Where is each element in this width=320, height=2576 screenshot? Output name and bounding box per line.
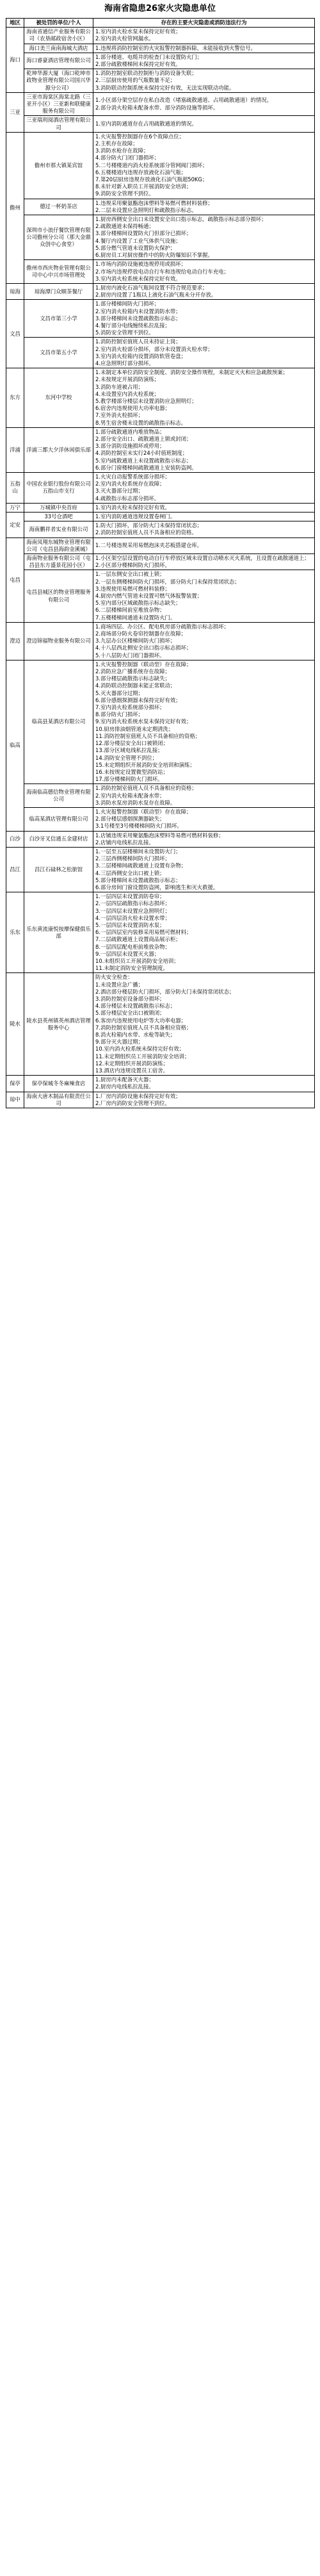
- issue-item: 6.部分房间门窗设置防盗网，影响逃生和灭火救援。: [95, 883, 219, 890]
- issue-item: 6.一层四层室内装修采用易燃可燃材料；: [95, 929, 192, 936]
- issue-item: 16.未按规定设置微型消防站；: [95, 768, 168, 775]
- issues-cell: [93, 260, 315, 284]
- issue-item: 2.酒店部分楼层防火门损坏，部分防火门未保持常闭状态；: [95, 988, 235, 995]
- issue-item: 5.部分楼梯间未设置疏散指示标志；: [95, 876, 181, 883]
- table-row: [6, 831, 315, 847]
- issue-item: 4.三层西侧安全出口被上锁；: [95, 869, 165, 876]
- issue-item: 8.男生宿舍楼未设置的疏散指示标志。: [95, 419, 186, 426]
- issue-item: 13.酒店内违规设置员工宿舍。: [95, 1067, 168, 1074]
- issue-item: 5.灭火器部分过期；: [95, 689, 143, 696]
- area-cell: 保亭: [6, 1076, 24, 1092]
- issue-item: 1.火灾报警控制器存在6个故障点位；: [95, 133, 184, 140]
- unit-cell: 海南凤翔东城物业管理有限公司（屯昌县海韵金溪城）: [24, 537, 93, 554]
- table-row: [6, 537, 315, 554]
- table-row: [6, 554, 315, 570]
- area-cell: 定安: [6, 513, 24, 538]
- issue-item: 5.部分楼层安全出口被锁闭；: [95, 1010, 165, 1017]
- issue-item: 1.火灾自动报警系统部分损坏；: [95, 473, 170, 480]
- issues-cell: [93, 53, 315, 69]
- issue-item: 2.主机存在故障；: [95, 140, 138, 147]
- issue-item: 11.未定期组织员工开展消防安全培训；: [95, 1053, 190, 1060]
- issue-item: 1.一层至五层楼梯间未设置防火门；: [95, 848, 181, 855]
- table-row: [6, 503, 315, 512]
- table-row: [6, 283, 315, 299]
- issues-cell: [93, 69, 315, 93]
- issue-item: 3.九层办公区楼梯间防火门损坏；: [95, 637, 176, 644]
- issues-cell: [93, 28, 315, 44]
- issue-item: 1.室内消火栓未保持完好有效。: [95, 504, 170, 511]
- issue-item: 2.厨房内设置了1瓶以上液化石油气瓶未分开存放。: [95, 291, 217, 299]
- issue-item: 4.十八层西北侧安全出口指示标志损坏；: [95, 644, 192, 652]
- issue-item: 6.宿舍内违规使用大功率电器；: [95, 405, 170, 412]
- issue-item: 1.室内消防通道违规设置卷闸门。: [95, 513, 176, 520]
- issue-item: 3.消防控制室设备部分损坏；: [95, 996, 165, 1002]
- issue-item: 12.部分楼层安全出口被锁闭；: [95, 740, 168, 747]
- issue-item: 1.市场内消防设施被违规停用或损坏；: [95, 261, 186, 268]
- issue-item: 1.未设置应急广播；: [95, 981, 143, 988]
- issue-item: 3.违规使用易燃可燃材料装修；: [95, 585, 170, 592]
- issues-cell: [93, 847, 315, 892]
- area-cell: 白沙: [6, 831, 24, 847]
- issue-item: 2.室内消火栓部分损坏，部分未设置消火栓水带；: [95, 345, 213, 352]
- issue-item: 17.部分楼梯间防火门损坏。: [95, 776, 163, 783]
- table-row: [6, 521, 315, 537]
- area-cell: 乐东: [6, 892, 24, 973]
- issue-item: 2.一层东侧楼梯间防火门损坏，部分防火门未保持常闭状态；: [95, 578, 240, 585]
- issues-cell: [93, 973, 315, 1076]
- table-row: [6, 260, 315, 284]
- unit-cell: 三亚市海棠区海棠北路（三亚开小区）三亚新和联健康服务有限公司: [24, 92, 93, 116]
- area-cell: 屯昌: [6, 537, 24, 622]
- issue-item: 2.未按规定开展消防演练；: [95, 376, 160, 383]
- issue-item: 2.消防控制室值班人员不具备相应的资格。: [95, 529, 197, 536]
- issues-cell: [93, 521, 315, 537]
- unit-cell: 洋浦三都大夕洋休闲俱乐部: [24, 427, 93, 472]
- table-row: [6, 368, 315, 428]
- unit-cell: 海南省通信产业服务有限公司（农垦邮政宿舍小区）: [24, 28, 93, 44]
- issue-item: 4.疏散指示标志部分损坏。: [95, 495, 160, 502]
- issue-item: 1.违规将消防控制室的火灾报警控制器拆除，未能接收到火警信号。: [95, 44, 256, 51]
- table-row: [6, 215, 315, 260]
- issue-item: 2.消防应急广播系统存在故障；: [95, 668, 170, 675]
- table-row: [6, 300, 315, 338]
- issue-item: 2.厨房内电线私拉乱接。: [95, 1083, 154, 1090]
- issue-item: 4.消防控制室未实行24小时值班制度；: [95, 450, 188, 457]
- issue-item: 10.厨房排油烟管道未定期清洗；: [95, 725, 174, 732]
- issue-item: 8.消火栓箱内水带、水枪等缺失；: [95, 1031, 176, 1038]
- unit-cell: 海南物业服务有限公司（屯昌县东方盛景花园小区）: [24, 554, 93, 570]
- area-cell: 三亚: [6, 92, 24, 132]
- issues-cell: [93, 427, 315, 472]
- area-cell: 澄迈: [6, 622, 24, 660]
- issue-item: 7.五楼楼梯间通道未设置防火门。: [95, 614, 176, 621]
- table-header-row: [6, 19, 315, 28]
- issues-cell: [93, 807, 315, 831]
- table-row: [6, 892, 315, 973]
- issues-cell: [93, 892, 315, 973]
- issue-item: 1.部分楼梯间防火门损坏；: [95, 300, 160, 308]
- issue-item: 1.厨房内未配备灭火器；: [95, 1076, 154, 1083]
- issue-item: 9.部分灭火器过期；: [95, 1038, 143, 1046]
- table-row: [6, 847, 315, 892]
- unit-cell: 澄迈锦福物业服务有限公司: [24, 622, 93, 660]
- table-row: [6, 807, 315, 831]
- table-row: [6, 28, 315, 44]
- area-cell: 陵水: [6, 973, 24, 1076]
- table-row: [6, 472, 315, 503]
- issue-item: 5.二号楼楼道内消火栓系统部分管网阀门损坏；: [95, 161, 208, 168]
- issues-cell: [93, 513, 315, 521]
- issue-item: 5.室内部分区域疏散指示标志缺失；: [95, 600, 181, 607]
- area-cell: 洋浦: [6, 427, 24, 472]
- issue-item: 2.部分安全出口、疏散通道上锁或封闭；: [95, 435, 192, 442]
- issues-cell: [93, 116, 315, 132]
- issues-cell: [93, 472, 315, 503]
- table-body: [6, 28, 315, 1108]
- issue-item: 2.室内消火栓管网漏水。: [95, 35, 154, 42]
- issues-cell: [93, 570, 315, 622]
- issue-item: 2.室内消火栓系统存在故障；: [95, 480, 165, 488]
- issue-item: 1.部分楼道、电缆井的检查门未设置防火门；: [95, 53, 203, 60]
- issues-cell: [93, 338, 315, 368]
- issue-item: 5.部分燃气管道未设置防火保护；: [95, 244, 176, 251]
- hazard-table: [6, 18, 315, 1108]
- issue-item: 11.消防控制室值班人员不具备相应的资格；: [95, 732, 201, 739]
- issue-item: 6.部分门窗楼梯间疏散通道上安装防盗网。: [95, 464, 197, 471]
- issue-item: 3.一层四层未设置应急照明灯；: [95, 907, 170, 914]
- table-row: [6, 570, 315, 622]
- issue-item: 5.十八层防火门闭门器损坏。: [95, 652, 165, 659]
- issues-cell: [93, 44, 315, 53]
- issue-item: 9.一层四层未设置灭火器；: [95, 950, 160, 957]
- issue-item: 4.未设置室内消火栓系统；: [95, 390, 160, 397]
- issue-item: 1.室内消火栓水泵未保持完好有效；: [95, 28, 181, 35]
- unit-cell: 三亚瑞玥阅酒店管理有限公司: [24, 116, 93, 132]
- table-row: [6, 1092, 315, 1108]
- issue-item: 6.客房内违规使用电炉等大功率电器；: [95, 1017, 186, 1024]
- issue-item: 9.消防安全管理不到位。: [95, 190, 154, 197]
- issue-item: 3.1号楼至3号楼楼梯间防火门损坏。: [95, 823, 182, 830]
- issue-item: 7.消防控制室值班人员不具备相应资格；: [95, 1024, 192, 1031]
- unit-cell: 海口睿豪酒店管理有限公司: [24, 53, 93, 69]
- issue-item: 2.店铺内电线私拉乱接。: [95, 839, 154, 846]
- unit-cell: 白沙牙叉信通五金建材店: [24, 831, 93, 847]
- issue-item: 1.小区架空层设置的电动自行车停放区域未设置自动喷水灭火系统，且设置在疏散通道上；: [95, 555, 310, 562]
- issue-item: 3.部分消防设施损坏或停用；: [95, 443, 165, 450]
- unit-cell: 文昌市第三小学: [24, 300, 93, 338]
- unit-cell: 屯昌县城区的物业管理服务有限公司: [24, 570, 93, 622]
- unit-cell: 儋州市那大镇某宾馆: [24, 132, 93, 199]
- table-row: [6, 973, 315, 1076]
- unit-cell: 万城镇中央首府: [24, 503, 93, 512]
- header-unit: 被处罚的单位/个人: [24, 19, 93, 28]
- issue-item: 8.部分防火门损坏；: [95, 711, 143, 718]
- unit-cell: 临高县某酒店有限公司: [24, 660, 93, 783]
- issues-cell: [93, 132, 315, 199]
- unit-cell: 海口美兰南南海城大酒店: [24, 44, 93, 53]
- issue-item: 4.厨房内燃气管道未设置可燃气体报警装置；: [95, 593, 203, 600]
- issue-item: 1.火灾报警控制器（联动型）存在故障；: [95, 660, 192, 668]
- issue-item: 9.室内消火栓系统水泵未保持完好有效；: [95, 718, 192, 725]
- area-cell: 琼海: [6, 283, 24, 299]
- issues-cell: [93, 215, 315, 260]
- area-cell: 昌江: [6, 847, 24, 892]
- issue-item: 5.教学楼部分楼层未设置消防应急照明灯；: [95, 397, 197, 404]
- issues-cell: [93, 1076, 315, 1092]
- issue-item: 1.消防控制室联动控制柜与消防设备失联；: [95, 70, 197, 77]
- unit-cell: 海南大唐木制品有限责任公司: [24, 1092, 93, 1108]
- issue-item: 1.店铺违规采用聚氨酯泡沫塑料等易燃可燃材料装修；: [95, 832, 224, 839]
- table-row: [6, 132, 315, 199]
- issue-item: 1.消防控制室值班人员未持证上岗；: [95, 338, 181, 345]
- issue-item: 6.二层楼梯间前室堆放杂物；: [95, 607, 165, 614]
- issue-item: 3.部分楼梯间未设置疏散指示标志；: [95, 315, 181, 322]
- issue-item: 2.小区部分楼梯间防火门损坏。: [95, 562, 170, 569]
- table-row: [6, 784, 315, 808]
- issue-item: 1.厨房内液化石油气瓶间设置不符合规范要求；: [95, 284, 208, 291]
- issue-item: 2.三层西侧楼梯间防火门损坏；: [95, 855, 170, 862]
- issue-item: 3.部分楼层疏散指示标志缺失；: [95, 675, 170, 682]
- issue-item: 2.部分楼层感烟探测器缺失；: [95, 816, 165, 823]
- issue-item: 3.消防水枪存在故障；: [95, 147, 149, 154]
- area-cell: 五指山: [6, 472, 24, 503]
- issue-item: 1.厨房西侧安全出口未设置安全出口指示标志，疏散指示标志部分损坏；: [95, 216, 267, 223]
- table-row: [6, 660, 315, 783]
- area-cell: 万宁: [6, 503, 24, 512]
- unit-cell: 保亭保城冬冬麻辣食店: [24, 1076, 93, 1092]
- issue-item: 1.一层四层未设置消防卷帘；: [95, 893, 165, 900]
- issue-item: 12.未定期组织开展消防演练；: [95, 1060, 168, 1067]
- issue-item: 6.厨房员工对厨房操作中的防火防爆知识不掌握。: [95, 252, 213, 259]
- unit-cell: 乾坤华源大厦（海口乾坤市政物业管理有限公司国兴华源分公司）: [24, 69, 93, 93]
- table-row: [6, 338, 315, 368]
- issue-item: 2.二层未设置应急照明灯和疏散指示标志。: [95, 206, 197, 213]
- unit-cell: 儋州市西庆物业管理有限公司中心中兴市场管理处: [24, 260, 93, 284]
- issue-item: 2.室内消火栓箱未配备水带；: [95, 792, 165, 799]
- issue-item: 6.五楼楼道内违规存放液化石油气瓶；: [95, 168, 186, 176]
- issue-item: 1.一层东侧安全出口被上锁；: [95, 571, 165, 578]
- table-row: [6, 1076, 315, 1092]
- unit-cell: 德过一杯奶茶店: [24, 199, 93, 215]
- issue-item: 1.火灾报警控制器（联动型）存在故障；: [95, 808, 192, 815]
- issue-item: 7.室内消火栓系统部分损坏；: [95, 704, 165, 711]
- issue-item: 11.未制定消防安全管理制度。: [95, 965, 168, 972]
- issues-cell: [93, 283, 315, 299]
- issues-cell: [93, 784, 315, 808]
- issue-item: 1.违规采用聚氨酯泡沫塑料等易燃可燃材料装修；: [95, 199, 213, 206]
- issue-item: 3.室内消火栓箱内设置消防软管卷盘；: [95, 352, 186, 359]
- issue-item: 3.灭火器部分过期；: [95, 488, 143, 495]
- table-row: [6, 92, 315, 116]
- issue-item: 2.三层厨房使用的气瓶数量不足；: [95, 77, 176, 84]
- table-row: [6, 116, 315, 132]
- table-row: [6, 199, 315, 215]
- issue-item: 1.商场四层、办公区、配电机房部分疏散指示标志损坏；: [95, 623, 229, 630]
- issue-item: 2.室内消火栓箱内未设置消防水带；: [95, 308, 181, 315]
- issues-cell: [93, 199, 315, 215]
- table-row: [6, 53, 315, 69]
- unit-cell: 33号仓酒吧: [24, 513, 93, 521]
- issue-item: 1.未制定本单位消防安全制度、消防安全操作规程，未制定灭火和应急疏散预案；: [95, 369, 289, 376]
- issue-item: 15.未定期组织开展消防安全培训和演练；: [95, 761, 195, 768]
- issue-item: 5.一层四层未设置消防水泵；: [95, 921, 165, 928]
- header-area: 地区: [6, 19, 24, 28]
- issue-item: 3.消防联动控制系统未保持完好有效，无法实现联动功能。: [95, 84, 235, 91]
- issue-item: 1.小区部分架空层存在私自改造（堵塞疏散通道、占用疏散通道）的情况。: [95, 97, 272, 104]
- issue-item: 10.室内消火栓系统未保持完好有效；: [95, 1046, 184, 1053]
- unit-cell: 深圳市小浪仔餐饮管理有限公司儋州分公司（那大金鼎众创中心食堂）: [24, 215, 93, 260]
- unit-cell: 东河中学校: [24, 368, 93, 428]
- issue-item: 3.二层楼梯间疏散通道上设置有杂物；: [95, 862, 186, 869]
- issue-item: 2.厂房内消防安全管理不到位。: [95, 1099, 170, 1106]
- issue-item: 4.部分楼层未设置疏散指示标志；: [95, 1003, 176, 1010]
- issues-cell: [93, 92, 315, 116]
- unit-cell: 陵水县英州镇英州酒店管理服务中心: [24, 973, 93, 1076]
- document-title: 海南省隐患26家火灾隐患单位: [104, 4, 216, 13]
- issue-item: 1.厂房内消防设施未保持完好有效；: [95, 1092, 181, 1099]
- area-cell: 东方: [6, 368, 24, 428]
- unit-cell: 临高某酒店管理有限公司: [24, 807, 93, 831]
- issues-cell: [93, 368, 315, 428]
- issue-item: 14.消防安全管理不到位；: [95, 754, 158, 761]
- area-cell: 文昌: [6, 300, 24, 368]
- header-issues: 存在的主要火灾隐患或消防违法行为: [93, 19, 315, 28]
- issues-cell: [93, 537, 315, 554]
- issue-item: 4.餐厅内设置了工业气体供气设施；: [95, 237, 181, 244]
- table-row: [6, 427, 315, 472]
- issue-item: 8.未针对新入职员工开展消防安全培训；: [95, 183, 192, 190]
- table-row: [6, 513, 315, 521]
- issue-item: 7.第20层厨房违规存放液化石油气瓶超50KG；: [95, 176, 208, 183]
- issue-item: 2.商场部分防火卷帘控制器存在故障；: [95, 630, 186, 637]
- issue-item: 7.二层疏散通道上设置商品展示柜；: [95, 936, 181, 943]
- issue-item: 1.室内消防通道存在占用疏散通道的情况。: [95, 120, 197, 127]
- issues-cell: [93, 554, 315, 570]
- area-cell: 儋州: [6, 132, 24, 283]
- issue-item: 3.消防水泵房消防水泵存在故障。: [95, 799, 176, 806]
- issue-item: 7.室外消火栓损坏；: [95, 412, 143, 419]
- issue-item: 1.防火门损坏，部分防火门未保持常闭状态；: [95, 522, 203, 529]
- issue-item: 1.部分疏散通道内堆放物品；: [95, 428, 165, 435]
- issue-item: 10.未组织员工开展消防安全培训；: [95, 957, 179, 964]
- issue-item: 4.一层四层消火栓未设置水带；: [95, 914, 170, 921]
- issue-item: 2.疏散通道未保持畅通；: [95, 223, 154, 230]
- issue-item: 4.应急照明灯部分损坏。: [95, 359, 154, 366]
- issue-item: 1.消防控制室值班人员不具备相应的资格；: [95, 785, 197, 792]
- issue-item: 2.市场内违规停放电动自行车和违规给电动自行车充电；: [95, 268, 229, 275]
- issue-item: 3.消防车道被占用；: [95, 383, 143, 390]
- unit-cell: 海南临高德信物业管理有限公司: [24, 784, 93, 808]
- area-cell: 琼中: [6, 1092, 24, 1108]
- issue-item: 2.部分疏散楼梯间未保持完好有效。: [95, 61, 181, 68]
- area-cell: 海口: [6, 28, 24, 93]
- unit-cell: 海南鹏祥者实业有限公司: [24, 521, 93, 537]
- issue-item: 防火安全检查：: [95, 974, 133, 981]
- issue-item: 13.部分区域电线私拉乱接；: [95, 747, 163, 754]
- unit-cell: 文昌市第五小学: [24, 338, 93, 368]
- issue-item: 3.室内消火栓系统未保持完好有效。: [95, 275, 181, 282]
- issues-cell: [93, 503, 315, 512]
- issues-cell: [93, 1092, 315, 1108]
- table-row: [6, 44, 315, 53]
- unit-cell: 昌江石碌林之松旅馆: [24, 847, 93, 892]
- issue-item: 6.部分感烟探测器未保持完好有效；: [95, 696, 181, 703]
- issue-item: 2.部分消火栓箱未配备水带、部分消防设施等损坏。: [95, 104, 219, 111]
- issue-item: 5.室内疏散通道上未设置疏散指示标志；: [95, 457, 192, 464]
- area-cell: 临高: [6, 660, 24, 831]
- issue-item: 3.部分楼梯间设置防火门但部分已损坏；: [95, 230, 192, 237]
- unit-cell: 乐东黄流康悦按摩保健俱乐部: [24, 892, 93, 973]
- unit-cell: 中国农业银行股份有限公司五指山市支行: [24, 472, 93, 503]
- table-row: [6, 622, 315, 660]
- issue-item: 1.二号楼违规采用易燃泡沫夹芯板搭建仓库。: [95, 542, 203, 549]
- issues-cell: [93, 660, 315, 783]
- issue-item: 5.消防安全管理不到位。: [95, 329, 154, 336]
- issue-item: 4.餐厅部分电线缠绕私拉乱接；: [95, 322, 170, 329]
- issue-item: 2.一层四层疏散指示标志损坏；: [95, 900, 170, 907]
- table-row: [6, 69, 315, 93]
- issue-item: 4.部分防火门闭门器损坏；: [95, 154, 160, 161]
- issues-cell: [93, 300, 315, 338]
- issues-cell: [93, 831, 315, 847]
- unit-cell: 琼海潭门众顺茶餐厅: [24, 283, 93, 299]
- issues-cell: [93, 622, 315, 660]
- issue-item: 8.一层四层配电柜前堆放杂物；: [95, 943, 170, 950]
- issue-item: 4.消防联动控制器未能正常联动；: [95, 682, 176, 689]
